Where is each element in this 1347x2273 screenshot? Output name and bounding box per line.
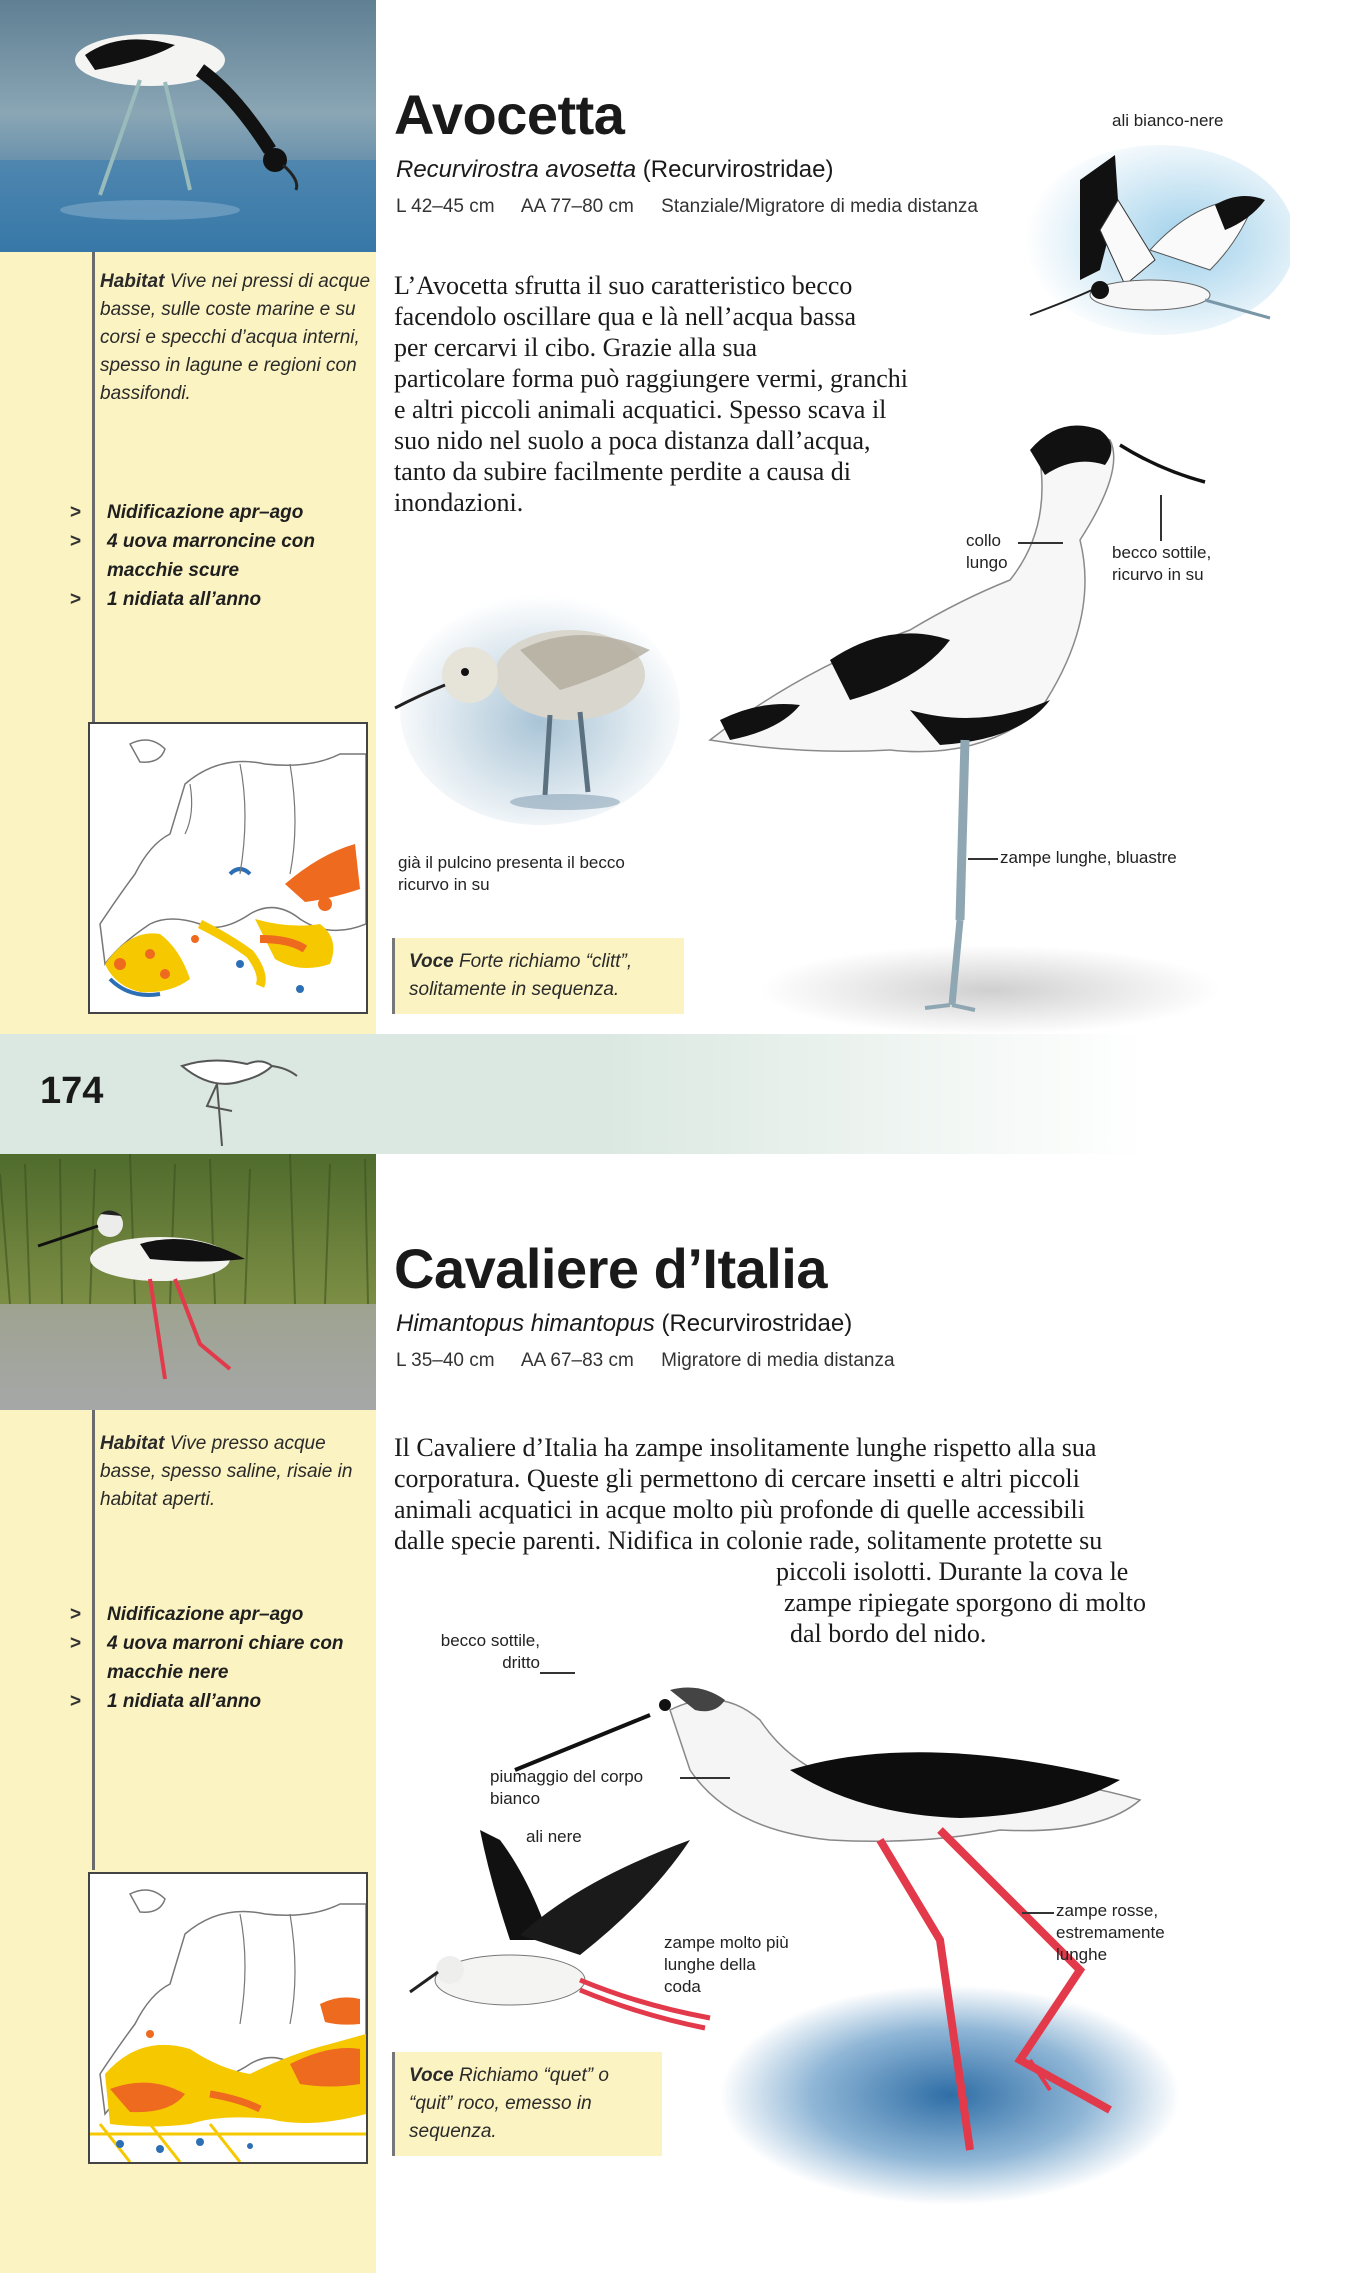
text-line: corporatura. Queste gli permettono di cercare insetti e altri piccoli	[394, 1464, 1080, 1493]
wader-silhouette-icon	[162, 1036, 302, 1152]
avocet-chick-image	[380, 580, 680, 840]
stilt-scientific-name	[396, 1310, 852, 1338]
avocet-legs-pointer	[968, 858, 998, 860]
text-line: Il Cavaliere d’Italia ha zampe insolitamente lunghe rispetto alla sua	[394, 1433, 1097, 1462]
stilt-length: L 35–40 cm	[396, 1350, 495, 1371]
text-line: suo nido nel suolo a poca distanza dall’acqua,	[394, 426, 871, 455]
avocet-title: Avocetta	[394, 83, 625, 146]
avocet-adult-illustration	[680, 400, 1240, 1040]
avocet-legs-label: zampe lunghe, bluastre	[1000, 848, 1177, 867]
stilt-photo-image	[0, 1154, 376, 1410]
page-number: 174	[40, 1070, 104, 1112]
avocet-wingspan: AA 77–80 cm	[520, 196, 634, 217]
text-line: dal bordo del nido.	[790, 1619, 987, 1648]
text-line: zampe ripiegate sporgono di molto	[784, 1588, 1146, 1617]
text-line: facendolo oscillare qua e là nell’acqua bassa	[394, 302, 856, 331]
stilt-latin: Himantopus himantopus	[396, 1310, 655, 1337]
text-line: L’Avocetta sfrutta il suo caratteristico becco	[394, 271, 853, 300]
stilt-measures	[396, 1350, 917, 1372]
list-item: > Nidificazione apr–ago	[72, 498, 372, 527]
avocet-scientific-name	[396, 156, 833, 184]
flying-avocet-image	[1000, 120, 1290, 350]
avocet-length: L 42–45 cm	[396, 196, 495, 217]
text-line: tanto da subire facilmente perdite a causa di	[394, 457, 851, 486]
stilt-body-label: piumaggio del corpo bianco	[490, 1767, 644, 1808]
stilt-voice-box	[392, 2052, 662, 2156]
list-item: > 1 nidiata all’anno	[72, 1687, 372, 1716]
avocet-adult-image	[680, 400, 1240, 1040]
europe-map-image	[90, 724, 366, 1012]
text-line: piccoli isolotti. Durante la cova le	[776, 1557, 1129, 1586]
stilt-voice-label: Voce	[409, 2065, 454, 2086]
stilt-distribution-map	[88, 1872, 368, 2164]
avocet-sidebar-rule	[92, 252, 95, 722]
avocet-family: (Recurvirostridae)	[642, 156, 834, 183]
avocet-measures	[396, 196, 1000, 218]
avocet-voice-box	[392, 938, 684, 1014]
europe-map-image	[90, 1874, 366, 2162]
stilt-title: Cavaliere d’Italia	[394, 1237, 828, 1300]
list-item: > Nidificazione apr–ago	[72, 1600, 372, 1629]
stilt-wingspan: AA 67–83 cm	[520, 1350, 634, 1371]
avocet-wings-label: ali bianco-nere	[1112, 111, 1224, 130]
avocet-beak-pointer	[1160, 495, 1162, 541]
stilt-legs-red-label: zampe rosse, estremamente lunghe	[1056, 1901, 1165, 1964]
stilt-nesting-list	[72, 1600, 372, 1716]
wader-silhouette-svg	[162, 1036, 302, 1152]
list-item: > 1 nidiata all’anno	[72, 585, 372, 614]
avocet-status: Stanziale/Migratore di media distanza	[661, 196, 978, 217]
list-item: > 4 uova marroncine con macchie scure	[72, 527, 372, 585]
avocet-habitat-text: Vive nei pressi di acque basse, sulle coste marine e su corsi e specchi d’acqua interni, spesso in lagune e regioni con bassifondi.	[100, 271, 371, 404]
stilt-wings-label: ali nere	[526, 1827, 582, 1846]
avocet-nesting-list	[72, 498, 372, 614]
stilt-habitat-text: Vive presso acque basse, spesso saline, risaie in habitat aperti.	[100, 1433, 353, 1510]
avocet-chick-label: già il pulcino presenta il becco ricurvo in su	[398, 853, 625, 894]
avocet-flight-illustration	[1000, 120, 1290, 350]
stilt-photo	[0, 1154, 376, 1410]
text-line: animali acquatici in acque molto più profonde di quelle accessibili	[394, 1495, 1085, 1524]
stilt-beak-pointer	[540, 1672, 575, 1674]
avocet-chick-illustration	[380, 580, 680, 840]
stilt-beak-label: becco sottile, dritto	[440, 1631, 540, 1672]
avocet-beak-label: becco sottile, ricurvo in su	[1112, 543, 1212, 584]
text-line: particolare forma può raggiungere vermi, granchi	[394, 364, 908, 393]
text-line: per cercarvi il cibo. Grazie alla sua	[394, 333, 758, 362]
avocet-neck-pointer	[1018, 542, 1063, 544]
stilt-status: Migratore di media distanza	[661, 1350, 895, 1371]
text-line: e altri piccoli animali acquatici. Spesso scava il	[394, 395, 887, 424]
stilt-family: (Recurvirostridae)	[661, 1310, 853, 1337]
avocet-neck-label: collo lungo	[966, 531, 1008, 572]
stilt-legs-red-pointer	[1022, 1912, 1054, 1914]
text-line: inondazioni.	[394, 488, 524, 517]
stilt-habitat	[100, 1430, 370, 1514]
avocet-voice-text: Forte richiamo “clitt”, solitamente in sequenza.	[409, 951, 633, 1000]
avocet-latin: Recurvirostra avosetta	[396, 156, 637, 183]
list-item: > 4 uova marroni chiare con macchie nere	[72, 1629, 372, 1687]
stilt-legs-long-label: zampe molto più lunghe della coda	[664, 1933, 789, 1996]
avocet-voice-label: Voce	[409, 951, 454, 972]
avocet-photo-image	[0, 0, 376, 252]
stilt-habitat-label: Habitat	[100, 1433, 165, 1454]
avocet-habitat	[100, 268, 370, 408]
stilt-body-pointer	[680, 1777, 730, 1779]
avocet-photo	[0, 0, 376, 252]
text-line: dalle specie parenti. Nidifica in colonie rade, solitamente protette su	[394, 1526, 1103, 1555]
avocet-habitat-label: Habitat	[100, 271, 165, 292]
stilt-voice-text: Richiamo “quet” o “quit” roco, emesso in sequenza.	[409, 2065, 609, 2142]
avocet-distribution-map	[88, 722, 368, 1014]
